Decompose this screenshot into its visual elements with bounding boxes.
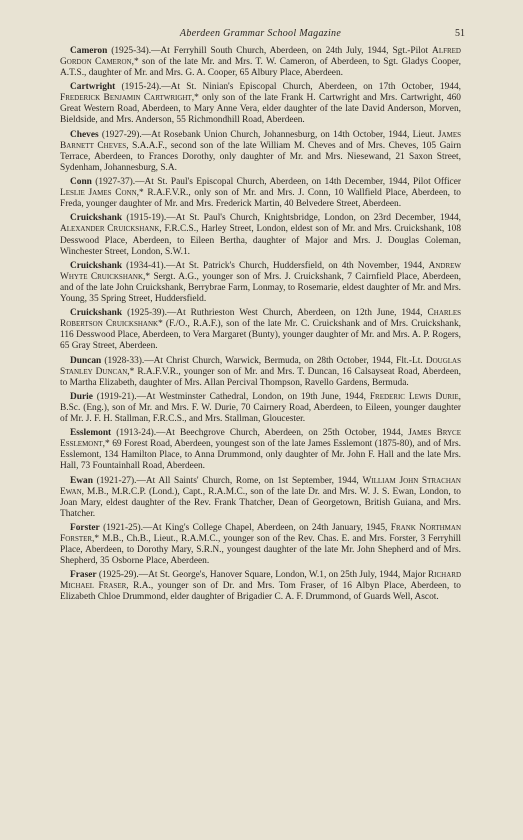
entry-surname: Cheves <box>70 129 99 140</box>
entry-cartwright <box>60 82 461 126</box>
entry-text: * (F./O., R.A.F.), son of the late Mr. C. Cruickshank and of Mrs. Cruickshank, 116 Desswood Place, Aberdeen, to Vera Margaret (Bunty), younger daughter of Mr. and Mrs. A. P. Rogers, 65 Gray Street, Aberdeen. <box>60 319 461 352</box>
entry-surname: Conn <box>70 177 92 188</box>
entry-cruickshank-charles <box>60 308 461 352</box>
entry-text: M.B., M.R.C.P. (Lond.), Capt., R.A.M.C., son of the late Dr. and Mrs. W. J. S. Ewan, London, to Joan Mary, eldest daughter of the Rev. Frank Thatcher, Dean of Georgetown, British Guiana, and Mrs. Thatcher. <box>60 486 461 519</box>
entry-text: (1915-24).—At St. Ninian's Episcopal Church, Aberdeen, on 17th October, 1944, <box>115 82 461 93</box>
entry-surname: Cruickshank <box>70 308 123 319</box>
entry-text: (1925-39).—At Ruthrieston West Church, Aberdeen, on 12th June, 1944, <box>122 308 428 319</box>
entry-esslemont <box>60 428 461 472</box>
entry-surname: Cameron <box>70 46 108 56</box>
entry-forster <box>60 523 461 567</box>
entry-text: * only son of the late Frank H. Cartwright and Mrs. Cartwright, 460 Great Western Road, Aberdeen, to Mary Anne Vera, elder daughter of the late David Anderson, Morven, Bieldside, and Mrs. Anderson, 55 Richmondhill Road, Aberdeen. <box>60 93 461 126</box>
entry-surname: Fraser <box>70 570 97 581</box>
entry-text: (1915-19).—At St. Paul's Church, Knightsbridge, London, on 23rd December, 1944, <box>122 213 461 224</box>
page-number: 51 <box>455 28 465 39</box>
entry-surname: Duncan <box>70 355 102 366</box>
entry-surname: Cruickshank <box>70 213 123 224</box>
entry-surname: Ewan <box>70 475 93 486</box>
entry-text: (1919-21).—At Westminster Cathedral, London, on 19th June, 1944, <box>92 391 370 402</box>
entry-full-name: Douglas Stanley Duncan, <box>60 355 461 377</box>
entry-text: * R.A.F.V.R., only son of Mr. and Mrs. J. Conn, 10 Wallfield Place, Aberdeen, to Freda, younger daughter of Mr. and Mrs. Frederick Martin, 40 Belvedere Street, Aberdeen. <box>60 188 461 210</box>
entry-text: * M.B., Ch.B., Lieut., R.A.M.C., younger son of the Rev. Chas. E. and Mrs. Forster, 3 Ferryhill Place, Aberdeen, to Dorothy Mary, S.R.N., youngest daughter of the late Mr. John Shepherd and of Mrs. Shepherd, 35 Osborne Place, Aberdeen. <box>60 533 461 567</box>
entry-text: (1928-33).—At Christ Church, Warwick, Bermuda, on 28th October, 1944, Flt.-Lt. <box>101 355 426 366</box>
entry-cheves <box>60 130 461 174</box>
entry-duncan <box>60 356 461 389</box>
entry-fraser <box>60 570 461 603</box>
entry-full-name: James Barnett Cheves, <box>60 129 461 151</box>
entry-text: (1927-29).—At Rosebank Union Church, Johannesburg, on 14th October, 1944, Lieut. <box>98 129 438 140</box>
entry-text: (1921-25).—At King's College Chapel, Aberdeen, on 24th January, 1945, <box>99 522 391 533</box>
entry-surname: Cartwright <box>70 82 116 93</box>
entry-text: (1925-34).—At Ferryhill South Church, Aberdeen, on 24th July, 1944, Sgt.-Pilot <box>107 46 433 56</box>
entry-surname: Durie <box>70 391 93 402</box>
entry-text: (1925-29).—At St. George's, Hanover Square, London, W.1, on 25th July, 1944, Major <box>96 570 428 581</box>
entry-text: (1921-27).—At All Saints' Church, Rome, on 1st September, 1944, <box>92 475 363 486</box>
entry-text: B.Sc. (Eng.), son of Mr. and Mrs. F. W. Durie, 70 Cairnery Road, Aberdeen, to Eileen, younger daughter of Mr. J. F. H. Stallman, F.R.C.S., and Mrs. Stallman, Gloucester. <box>60 402 461 424</box>
entry-full-name: Alexander Cruickshank, <box>60 224 162 235</box>
entry-full-name: Frederick Benjamin Cartwright, <box>60 93 195 104</box>
entry-text: * son of the late Mr. and Mrs. T. W. Cameron, of Aberdeen, to Sgt. Gladys Cooper, A.T.S., daughter of Mr. and Mrs. G. A. Cooper, 65 Albury Place, Aberdeen. <box>60 57 461 79</box>
entry-text: R.A., younger son of Dr. and Mrs. Tom Fraser, of 16 Albyn Place, Aberdeen, to Elizabeth Chloe Drummond, elder daughter of Brigadier C. A. F. Drummond, of Guards Well, Ascot. <box>60 581 461 603</box>
entry-text: S.A.A.F., second son of the late William M. Cheves and of Mrs. Cheves, 105 Gairn Terrace, Aberdeen, to Frances Dorothy, only daughter of Mr. and Mrs. Niesewand, 21 Saxon Street, Sydenham, Johannesburg, S.A. <box>60 140 462 173</box>
entry-conn <box>60 177 461 210</box>
entry-text: * 69 Forest Road, Aberdeen, youngest son of the late James Esslemont (1875-80), and of Mrs. Esslemont, 134 Hamilton Place, to Anna Drummond, only daughter of Mr. John F. Hall and the late Mrs. Hall, 73 Fountainhall Road, Aberdeen. <box>60 439 461 472</box>
entry-surname: Cruickshank <box>70 260 123 271</box>
entry-text: (1913-24).—At Beechgrove Church, Aberdeen, on 25th October, 1944, <box>111 428 409 439</box>
entry-surname: Esslemont <box>70 428 112 439</box>
marriage-notices <box>60 46 461 603</box>
entry-full-name: Andrew Whyte Cruickshank, <box>60 260 461 282</box>
entry-full-name: Frank Northman Forster, <box>60 522 461 544</box>
entry-cameron <box>60 46 461 79</box>
running-title: Aberdeen Grammar School Magazine <box>179 28 342 39</box>
entry-full-name: Charles Robertson Cruickshank <box>60 308 461 330</box>
entry-cruickshank-andrew <box>60 261 461 305</box>
entry-text: (1927-37).—At St. Paul's Episcopal Church, Aberdeen, on 14th December, 1944, Pilot Officer <box>91 177 461 188</box>
entry-full-name: William John Strachan Ewan, <box>60 475 461 497</box>
entry-full-name: James Bryce Esslemont, <box>60 428 462 450</box>
entry-text: * Sergt. A.G., younger son of Mrs. J. Cruickshank, 7 Cairnfield Place, Aberdeen, and of the late John Cruickshank, Berrybrae Farm, Lonmay, to Rosemarie, eldest daughter of Mr. and Mrs. Young, 35 Spring Street, Huddersfield. <box>60 271 461 304</box>
entry-text: F.R.C.S., Harley Street, London, eldest son of Mr. and Mrs. Cruickshank, 108 Desswood Place, Aberdeen, to Eileen Bertha, daughter of Major and Mrs. J. Douglas Coleman, Winchester Street, London, S.W.1. <box>60 224 462 257</box>
entry-full-name: Leslie James Conn, <box>60 188 139 199</box>
entry-full-name: Alfred Gordon Cameron, <box>60 46 461 68</box>
entry-durie <box>60 392 461 425</box>
page-header <box>60 28 465 44</box>
entry-ewan <box>60 476 461 520</box>
entry-text: (1934-41).—At St. Patrick's Church, Huddersfield, on 4th November, 1944, <box>122 260 429 271</box>
entry-full-name: Frederic Lewis Durie, <box>369 391 461 402</box>
entry-text: * R.A.F.V.R., younger son of Mr. and Mrs. T. Duncan, 16 Calsayseat Road, Aberdeen, to Martha Elizabeth, daughter of Mrs. Allan Percival Thompson, Ravello Gardens, Bermuda. <box>60 366 462 388</box>
entry-cruickshank-alexander <box>60 213 461 257</box>
entry-full-name: Richard Michael Fraser, <box>60 570 461 592</box>
entry-surname: Forster <box>70 522 100 533</box>
